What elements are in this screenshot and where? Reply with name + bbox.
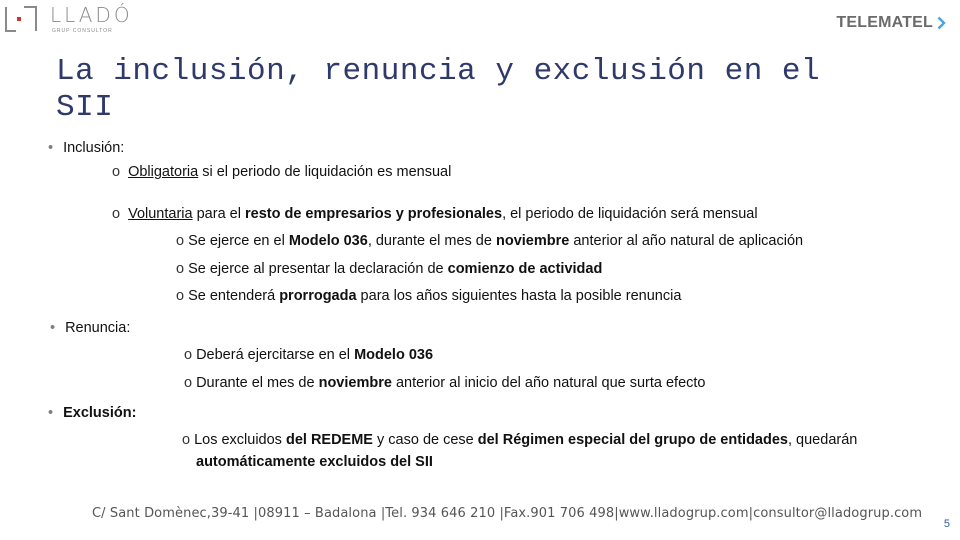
renuncia1-a: Deberá ejercitarse en el [196,347,355,363]
llado-logo-name: LLADÓ [50,3,133,27]
renuncia-item-2 [184,374,706,392]
circle-bullet-icon: o [176,261,185,277]
inclusion-voluntaria [112,205,758,223]
voluntaria-sub-3 [176,287,681,305]
sub1-b: Modelo 036 [288,233,368,249]
voluntaria-sub-2 [176,260,602,278]
exclusion-d: del Régimen especial del grupo de entidades [477,432,788,448]
sub1-e: anterior al año natural de aplicación [569,233,804,249]
circle-bullet-icon: o [112,206,121,222]
exclusion-a: Los excluidos [194,432,286,448]
footer-contact: C/ Sant Domènec,39-41 |08911 – Badalona |Tel. 934 646 210 |Fax.901 706 498|www.lladogrup.com|consultor@lladogrup.com [92,506,923,521]
sub2-b: comienzo de actividad [447,261,603,277]
renuncia1-b: Modelo 036 [354,347,434,363]
voluntaria-text-2: resto de empresarios y profesionales [244,206,503,222]
renuncia2-b: noviembre [318,375,392,391]
renuncia-label: Renuncia: [65,320,131,336]
sub1-a: Se ejerce en el [188,233,289,249]
voluntaria-sub-1 [176,232,803,250]
sub1-c: , durante el mes de [367,233,496,249]
llado-logo-tagline: GRUP CONSULTOR [52,28,113,34]
sub1-d: noviembre [495,233,570,249]
sub3-b: prorrogada [279,288,357,304]
inclusion-obligatoria [112,163,451,181]
voluntaria-text-1: para el [192,206,245,222]
exclusion-b: del REDEME [285,432,373,448]
renuncia2-a: Durante el mes de [196,375,319,391]
bullet-icon: • [48,140,54,156]
circle-bullet-icon: o [182,432,191,448]
page-number: 5 [943,518,950,530]
exclusion-item-line2: automáticamente excluidos del SII [196,454,433,470]
inclusion-label: Inclusión: [63,140,125,156]
circle-bullet-icon: o [184,347,193,363]
circle-bullet-icon: o [176,233,185,249]
voluntaria-text-3: , el periodo de liquidación será mensual [502,206,758,222]
exclusion-item [182,431,857,449]
inclusion-heading [48,139,124,157]
bullet-icon: • [50,320,56,336]
renuncia2-c: anterior al inicio del año natural que surta efecto [391,375,706,391]
slide-title: La inclusión, renuncia y exclusión en el SII [56,54,821,125]
obligatoria-text: si el periodo de liquidación es mensual [198,164,452,180]
exclusion-c: y caso de cese [372,432,478,448]
obligatoria-term: Obligatoria [128,164,199,180]
bullet-icon: • [48,405,54,421]
circle-bullet-icon: o [112,164,121,180]
sub2-a: Se ejerce al presentar la declaración de [188,261,448,277]
voluntaria-term: Voluntaria [128,206,193,222]
renuncia-heading [50,319,130,337]
sub3-c: para los años siguientes hasta la posible renuncia [356,288,682,304]
circle-bullet-icon: o [176,288,185,304]
exclusion-label: Exclusión: [63,405,137,421]
exclusion-e: , quedarán [788,432,858,448]
renuncia-item-1 [184,346,433,364]
sub3-a: Se entenderá [188,288,280,304]
exclusion-heading [48,404,136,422]
telematel-logo-name: TELEMATEL [836,14,933,31]
circle-bullet-icon: o [184,375,193,391]
